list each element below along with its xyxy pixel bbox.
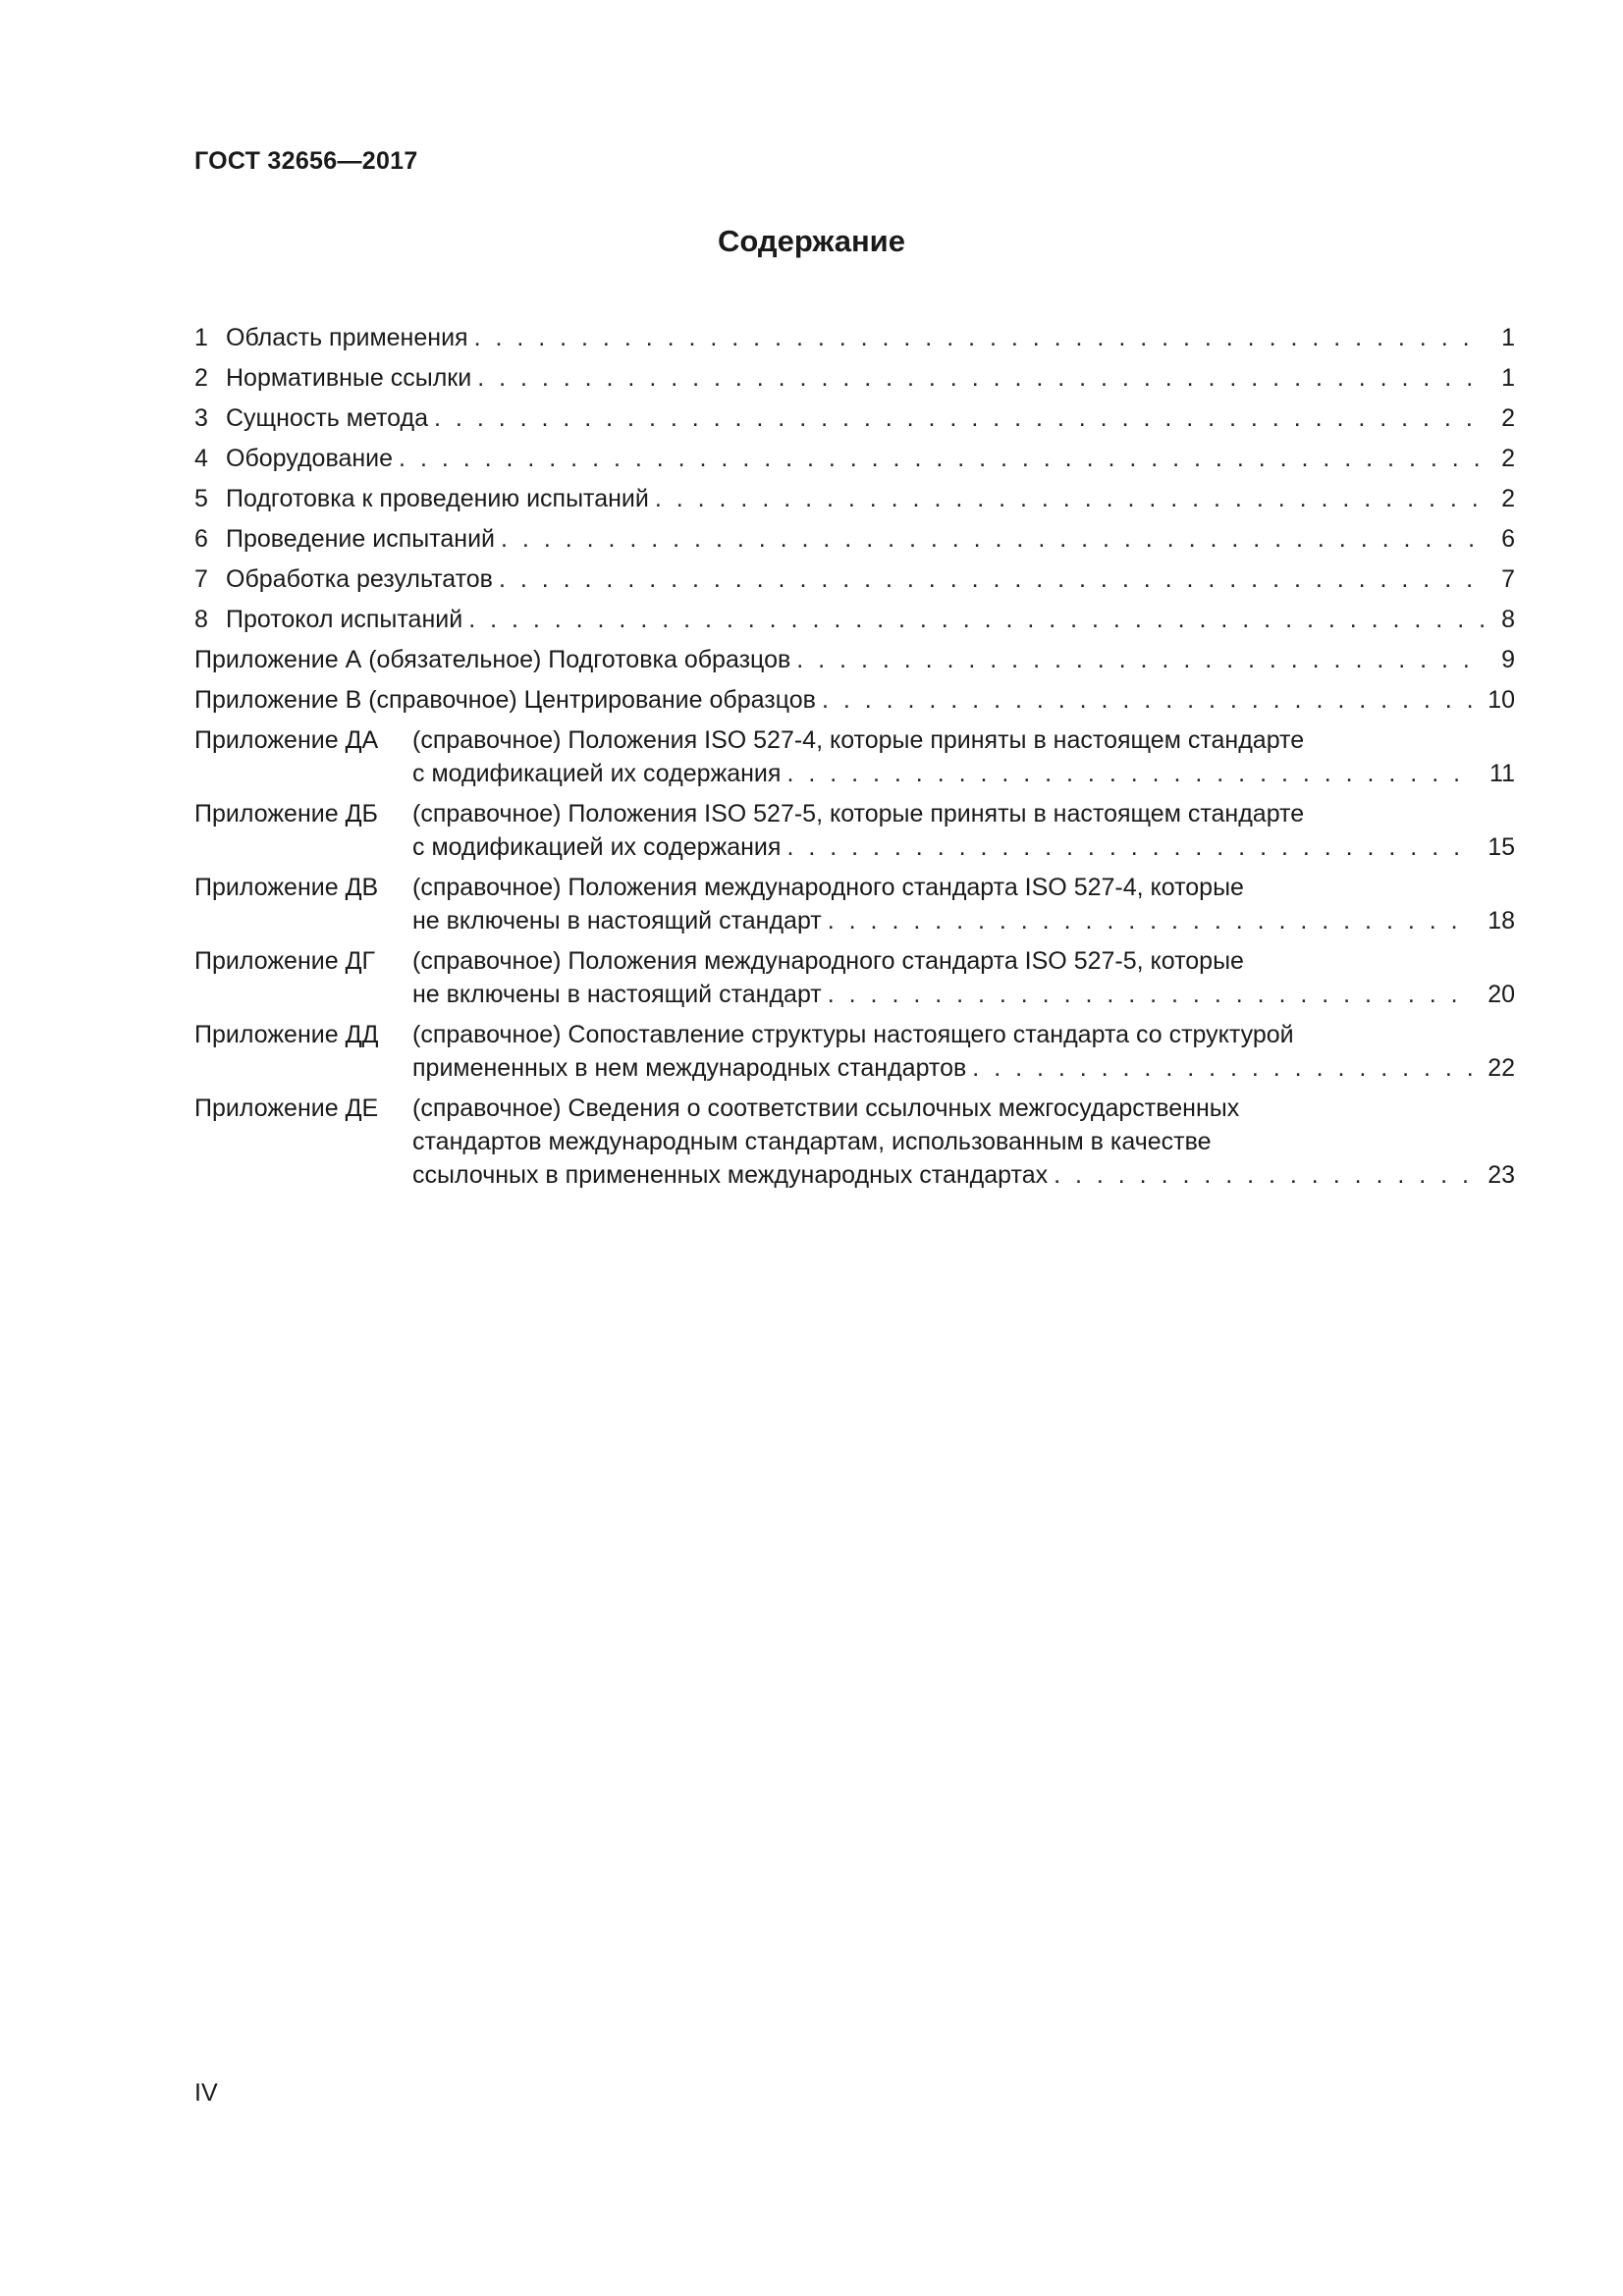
toc-entry-appendix-da[interactable] [194,723,1515,790]
appendix-desc-line: (справочное) Положения международного стандарта ISO 527-5, которые [412,947,1244,975]
toc-entry-section-6[interactable] [194,522,1515,556]
page-ref: 1 [1501,324,1515,351]
page-ref: 6 [1501,525,1515,553]
dot-leader [828,978,1474,1011]
appendix-head: Приложение ДЕ [194,1095,379,1122]
document-code: ГОСТ 32656—2017 [194,147,418,175]
appendix-desc-last: с модификацией их содержания [412,760,782,787]
toc-entry-section-8[interactable] [194,603,1515,636]
section-title: Обработка результатов [226,565,493,593]
section-number: 5 [194,485,208,512]
page-ref: 2 [1501,445,1515,472]
section-title: Область применения [226,324,468,351]
appendix-head: Приложение ДВ [194,874,379,901]
dot-leader [1054,1158,1474,1192]
dot-leader [822,683,1474,717]
toc-entry-appendix-de[interactable] [194,1092,1515,1192]
dot-leader [477,361,1484,395]
appendix-desc-last: не включены в настоящий стандарт [412,981,822,1008]
appendix-desc-last: не включены в настоящий стандарт [412,907,822,934]
section-title: Протокол испытаний [226,606,463,633]
appendix-desc-line: стандартов международным стандартам, использованным в качестве [412,1128,1212,1155]
page-ref: 11 [1489,760,1515,787]
dot-leader [655,482,1484,515]
page-ref: 20 [1488,981,1515,1008]
appendix-title: Приложение А (обязательное) Подготовка образцов [194,646,791,673]
section-number: 1 [194,324,208,351]
dot-leader [786,830,1474,864]
dot-leader [501,522,1484,556]
appendix-desc-line: (справочное) Сопоставление структуры настоящего стандарта со структурой [412,1021,1294,1048]
appendix-head: Приложение ДГ [194,947,376,975]
appendix-head: Приложение ДА [194,726,379,754]
appendix-title: Приложение В (справочное) Центрирование образцов [194,686,816,714]
section-number: 7 [194,565,208,593]
dot-leader [499,562,1484,596]
toc-entry-section-7[interactable] [194,562,1515,596]
page-ref: 10 [1488,686,1515,714]
appendix-desc-line: (справочное) Положения международного стандарта ISO 527-4, которые [412,874,1244,901]
toc-entry-appendix-dv[interactable] [194,871,1515,937]
section-number: 2 [194,364,208,392]
section-title: Подготовка к проведению испытаний [226,485,649,512]
page-ref: 8 [1501,606,1515,633]
table-of-contents [194,321,1515,1199]
toc-entry-appendix-a[interactable] [194,643,1515,676]
dot-leader [468,603,1484,636]
section-number: 4 [194,445,208,472]
appendix-desc-last: примененных в нем международных стандартов [412,1054,967,1082]
toc-entry-appendix-db[interactable] [194,797,1515,864]
appendix-head: Приложение ДД [194,1021,379,1048]
page-ref: 2 [1501,485,1515,512]
toc-entry-appendix-dg[interactable] [194,944,1515,1011]
section-title: Проведение испытаний [226,525,496,553]
dot-leader [399,442,1484,475]
section-title: Оборудование [226,445,394,472]
page-ref: 15 [1488,833,1515,861]
page-ref: 1 [1501,364,1515,392]
section-number: 8 [194,606,208,633]
section-number: 6 [194,525,208,553]
toc-entry-section-3[interactable] [194,401,1515,435]
appendix-head: Приложение ДБ [194,800,378,828]
page-ref: 2 [1501,404,1515,432]
page-ref: 22 [1488,1054,1515,1082]
toc-entry-section-2[interactable] [194,361,1515,395]
page-ref: 7 [1501,565,1515,593]
dot-leader [796,643,1484,676]
appendix-desc-line: (справочное) Положения ISO 527-5, которые приняты в настоящем стандарте [412,800,1305,828]
dot-leader [972,1051,1474,1085]
page-ref: 9 [1501,646,1515,673]
section-title: Нормативные ссылки [226,364,472,392]
toc-entry-appendix-v[interactable] [194,683,1515,717]
page-number: IV [194,2079,218,2107]
toc-entry-section-5[interactable] [194,482,1515,515]
page-ref: 23 [1488,1161,1515,1189]
toc-entry-appendix-dd[interactable] [194,1018,1515,1085]
toc-entry-section-1[interactable] [194,321,1515,354]
dot-leader [828,904,1474,937]
dot-leader [786,757,1476,790]
page-ref: 18 [1488,907,1515,934]
section-number: 3 [194,404,208,432]
section-title: Сущность метода [226,404,429,432]
dot-leader [434,401,1484,435]
appendix-desc-line: (справочное) Положения ISO 527-4, которые приняты в настоящем стандарте [412,726,1305,754]
toc-entry-section-4[interactable] [194,442,1515,475]
appendix-desc-line: (справочное) Сведения о соответствии ссылочных межгосударственных [412,1095,1240,1122]
toc-title: Содержание [718,224,905,258]
dot-leader [474,321,1484,354]
appendix-desc-last: ссылочных в примененных международных стандартах [412,1161,1049,1189]
appendix-desc-last: с модификацией их содержания [412,833,782,861]
